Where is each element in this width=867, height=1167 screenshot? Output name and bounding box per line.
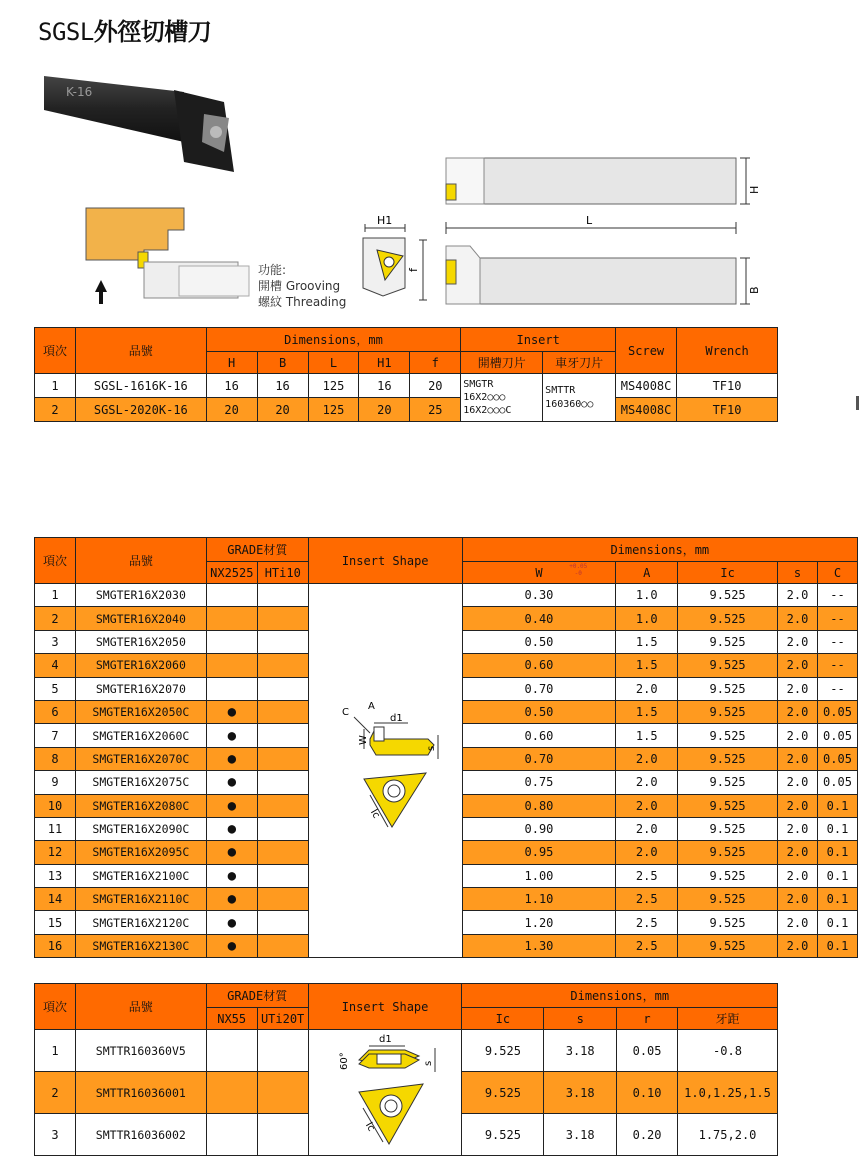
t1-col-item: 項次 [35,328,76,374]
t2-ic: 9.525 [678,724,778,747]
t2-sub-w [462,562,616,584]
thread-insert-shape [325,1032,445,1150]
shape3-d1: d1 [379,1034,392,1045]
t2-model: SMGTER16X2040 [75,607,206,630]
t2-grade-2-mark [257,677,308,700]
label-b: B [748,286,761,294]
t2-w: 0.50 [462,700,616,723]
t1-sub-f: f [410,352,461,374]
t2-model: SMGTER16X2075C [75,771,206,794]
t2-ic: 9.525 [678,934,778,957]
t2-c: -- [817,654,857,677]
t1-col-model: 品號 [75,328,206,374]
t2-s: 2.0 [778,817,818,840]
t1-sub-l: L [308,352,359,374]
title-cjk: 外徑切槽刀 [93,18,212,46]
t2-grade-2: HTi10 [257,562,308,584]
t2-ic: 9.525 [678,771,778,794]
t2-grade-2-mark [257,654,308,677]
t2-grade-1-mark: ● [206,747,257,770]
threading-cjk: 螺紋 [258,295,283,309]
t2-col-dims: Dimensions，mm [462,538,857,562]
t2-grade-1-mark [206,584,257,607]
t2-no: 4 [35,654,76,677]
threading-en: Threading [285,295,347,309]
t2-a: 2.5 [616,911,678,934]
t1-no: 1 [35,374,76,398]
t2-sub-ic: Ic [678,562,778,584]
t1-col-screw: Screw [616,328,677,374]
t3-grade-2-mark [257,1114,308,1156]
t3-r: 0.05 [617,1030,678,1072]
t2-ic: 9.525 [678,911,778,934]
t2-grade-1-mark: ● [206,864,257,887]
t2-w: 0.40 [462,607,616,630]
t1-insert-groove-line: 16X2○○○ [463,392,506,403]
t3-s: 3.18 [544,1072,617,1114]
t2-grade-2-mark [257,771,308,794]
t2-grade-2-mark [257,888,308,911]
t2-s: 2.0 [778,700,818,723]
t2-no: 2 [35,607,76,630]
t2-a: 2.5 [616,864,678,887]
shape-ic: Ic [368,807,382,821]
t3-ic: 9.525 [462,1072,544,1114]
t1-model: SGSL-1616K-16 [75,374,206,398]
t2-model: SMGTER16X2070 [75,677,206,700]
table-row [35,1030,778,1072]
t2-sub-w-label: W [535,565,543,580]
holder-views-diagram [440,150,770,310]
t2-c: 0.1 [817,934,857,957]
t2-model: SMGTER16X2120C [75,911,206,934]
t2-sub-a: A [616,562,678,584]
t3-pitch: -0.8 [677,1030,777,1072]
t2-s: 2.0 [778,677,818,700]
t1-sub-groove: 開槽刀片 [461,352,543,374]
t2-ic: 9.525 [678,794,778,817]
t2-c: 0.05 [817,724,857,747]
t2-w: 0.70 [462,747,616,770]
t2-ic: 9.525 [678,654,778,677]
t2-w: 0.75 [462,771,616,794]
t2-ic: 9.525 [678,700,778,723]
t2-no: 11 [35,817,76,840]
t2-model: SMGTER16X2100C [75,864,206,887]
t2-c: 0.1 [817,864,857,887]
t2-grade-2-mark [257,864,308,887]
t2-a: 1.5 [616,654,678,677]
t3-col-shape: Insert Shape [308,984,462,1030]
tool-photo [44,72,244,192]
t3-grade-2-mark [257,1030,308,1072]
groove-insert-table [34,537,858,958]
t1-wrench: TF10 [677,398,778,422]
t2-grade-1-mark: ● [206,817,257,840]
shape-w: W [358,735,370,746]
t3-grade-2-mark [257,1072,308,1114]
t2-grade-1-mark: ● [206,700,257,723]
t2-grade-1-mark: ● [206,888,257,911]
t2-grade-1-mark: ● [206,841,257,864]
t3-model: SMTTR16036001 [75,1072,206,1114]
t2-grade-2-mark [257,934,308,957]
t2-model: SMGTER16X2080C [75,794,206,817]
t1-col-dims: Dimensions，mm [206,328,461,352]
t3-ic: 9.525 [462,1114,544,1156]
t2-grade-2-mark [257,817,308,840]
t2-ic: 9.525 [678,864,778,887]
application-diagram [84,200,264,310]
t2-w: 0.50 [462,630,616,653]
t2-s: 2.0 [778,841,818,864]
t2-a: 2.0 [616,747,678,770]
t1-f: 25 [410,398,461,422]
t2-model: SMGTER16X2095C [75,841,206,864]
t2-grade-2-mark [257,747,308,770]
t2-ic: 9.525 [678,747,778,770]
holder-spec-table [34,327,778,422]
t3-grade-1-mark [206,1030,257,1072]
t2-insert-shape-cell [308,584,462,958]
t2-sub-c: C [817,562,857,584]
t2-grade-1-mark [206,607,257,630]
t2-no: 5 [35,677,76,700]
t2-s: 2.0 [778,911,818,934]
t2-a: 2.0 [616,794,678,817]
t2-a: 2.0 [616,841,678,864]
table-row [35,398,778,422]
t2-w: 0.60 [462,724,616,747]
t2-grade-1-mark: ● [206,794,257,817]
t3-col-dims: Dimensions，mm [462,984,778,1008]
t2-a: 1.5 [616,630,678,653]
t2-w: 1.10 [462,888,616,911]
t2-a: 2.0 [616,677,678,700]
t1-sub-h: H [206,352,257,374]
t2-a: 1.5 [616,724,678,747]
t2-w: 0.60 [462,654,616,677]
t3-col-model: 品號 [75,984,206,1030]
t2-model: SMGTER16X2070C [75,747,206,770]
t2-col-model: 品號 [75,538,206,584]
function-legend [258,262,346,310]
t2-grade-1-mark: ● [206,934,257,957]
t2-c: 0.1 [817,841,857,864]
t2-w: 0.90 [462,817,616,840]
t1-col-wrench: Wrench [677,328,778,374]
table-row [35,374,778,398]
t3-sub-s: s [544,1008,617,1030]
t3-no: 2 [35,1072,76,1114]
t2-c: 0.1 [817,911,857,934]
t1-sub-thread: 車牙刀片 [543,352,616,374]
t2-a: 2.5 [616,888,678,911]
t1-insert-thread [543,374,616,422]
photo-label: K-16 [66,85,93,99]
t1-no: 2 [35,398,76,422]
t2-c: 0.1 [817,888,857,911]
t2-s: 2.0 [778,794,818,817]
t2-c: 0.05 [817,771,857,794]
t2-a: 2.0 [616,817,678,840]
t3-sub-r: r [617,1008,678,1030]
t2-grade-2-mark [257,841,308,864]
t2-w: 1.30 [462,934,616,957]
t2-grade-1: NX2525 [206,562,257,584]
t2-ic: 9.525 [678,817,778,840]
t2-s: 2.0 [778,654,818,677]
t1-insert-groove-line: 16X2○○○C [463,405,512,416]
thread-insert-table [34,983,778,1156]
t2-grade-2-mark [257,700,308,723]
table-row [35,584,858,607]
t2-a: 2.5 [616,934,678,957]
t2-model: SMGTER16X2050 [75,630,206,653]
t2-no: 10 [35,794,76,817]
t1-screw: MS4008C [616,398,677,422]
t3-ic: 9.525 [462,1030,544,1072]
t2-grade-2-mark [257,724,308,747]
shape3-angle: 60° [339,1052,351,1070]
t2-s: 2.0 [778,747,818,770]
t2-grade-1-mark: ● [206,724,257,747]
t2-grade-2-mark [257,911,308,934]
t1-wrench: TF10 [677,374,778,398]
w-tol-plus: +0.05 [569,563,588,570]
t1-model: SGSL-2020K-16 [75,398,206,422]
label-f: f [407,268,420,272]
t3-col-item: 項次 [35,984,76,1030]
t2-no: 14 [35,888,76,911]
t2-model: SMGTER16X2110C [75,888,206,911]
t2-no: 16 [35,934,76,957]
t2-ic: 9.525 [678,677,778,700]
t3-model: SMTTR16036002 [75,1114,206,1156]
t2-w: 1.00 [462,864,616,887]
t2-a: 1.0 [616,584,678,607]
t2-ic: 9.525 [678,841,778,864]
shape-s: s [426,745,438,752]
page-title [38,12,211,47]
edge-mark [856,396,859,410]
grooving-cjk: 開槽 [258,279,283,293]
t1-insert-thread-line: SMTTR [545,384,576,396]
t2-w: 0.80 [462,794,616,817]
arrow-up-icon [95,280,107,304]
t1-h1: 20 [359,398,410,422]
t2-col-shape: Insert Shape [308,538,462,584]
t2-model: SMGTER16X2060C [75,724,206,747]
t1-b: 20 [257,398,308,422]
t2-s: 2.0 [778,630,818,653]
t2-no: 13 [35,864,76,887]
t3-model: SMTTR160360V5 [75,1030,206,1072]
t1-insert-groove [461,374,543,422]
t2-c: 0.1 [817,794,857,817]
t2-no: 8 [35,747,76,770]
t3-grade-1: NX55 [206,1008,257,1030]
t2-s: 2.0 [778,888,818,911]
t2-ic: 9.525 [678,584,778,607]
t2-grade-2-mark [257,607,308,630]
t3-s: 3.18 [544,1114,617,1156]
t2-grade-1-mark [206,677,257,700]
t2-s: 2.0 [778,771,818,794]
t2-no: 12 [35,841,76,864]
t2-no: 7 [35,724,76,747]
shape-c: C [342,707,350,719]
t2-w: 0.95 [462,841,616,864]
w-tol-minus: -0 [574,570,582,577]
t2-c: 0.05 [817,700,857,723]
t2-no: 15 [35,911,76,934]
t2-w: 0.30 [462,584,616,607]
t3-s: 3.18 [544,1030,617,1072]
t1-h1: 16 [359,374,410,398]
label-h: H [748,185,761,194]
t2-no: 3 [35,630,76,653]
t3-sub-ic: Ic [462,1008,544,1030]
t2-w: 1.20 [462,911,616,934]
w-tolerance [569,563,587,577]
t1-screw: MS4008C [616,374,677,398]
t2-model: SMGTER16X2090C [75,817,206,840]
t2-no: 9 [35,771,76,794]
t1-f: 20 [410,374,461,398]
t3-sub-pitch: 牙距 [677,1008,777,1030]
t2-model: SMGTER16X2050C [75,700,206,723]
t1-h: 20 [206,398,257,422]
t2-model: SMGTER16X2030 [75,584,206,607]
t1-l: 125 [308,374,359,398]
t3-insert-shape-cell [308,1030,462,1156]
t2-no: 1 [35,584,76,607]
t1-sub-h1: H1 [359,352,410,374]
function-title: 功能: [258,263,287,277]
t2-s: 2.0 [778,724,818,747]
t2-c: -- [817,630,857,653]
t2-s: 2.0 [778,607,818,630]
t2-grade-2-mark [257,584,308,607]
insert-front-diagram [355,210,445,310]
t2-grade-1-mark: ● [206,771,257,794]
title-latin: SGSL [38,18,94,46]
groove-insert-shape [330,699,440,839]
t2-s: 2.0 [778,934,818,957]
t3-pitch: 1.0,1.25,1.5 [677,1072,777,1114]
t2-col-item: 項次 [35,538,76,584]
t2-a: 2.0 [616,771,678,794]
t2-c: -- [817,677,857,700]
t3-grade-2: UTi20T [257,1008,308,1030]
t2-grade-1-mark: ● [206,911,257,934]
t2-a: 1.5 [616,700,678,723]
t2-model: SMGTER16X2060 [75,654,206,677]
t2-s: 2.0 [778,584,818,607]
label-h1: H1 [377,214,393,227]
t2-ic: 9.525 [678,888,778,911]
label-l: L [586,214,593,227]
t1-col-insert: Insert [461,328,616,352]
t2-w: 0.70 [462,677,616,700]
t3-col-grade: GRADE材質 [206,984,308,1008]
t2-grade-1-mark [206,630,257,653]
t2-grade-2-mark [257,794,308,817]
shape3-s: s [423,1060,435,1066]
t2-ic: 9.525 [678,630,778,653]
t2-grade-2-mark [257,630,308,653]
t3-grade-1-mark [206,1114,257,1156]
t2-grade-1-mark [206,654,257,677]
t2-c: 0.05 [817,747,857,770]
t3-r: 0.10 [617,1072,678,1114]
t3-no: 3 [35,1114,76,1156]
t1-h: 16 [206,374,257,398]
t2-a: 1.0 [616,607,678,630]
t2-s: 2.0 [778,864,818,887]
t2-ic: 9.525 [678,607,778,630]
t1-insert-groove-line: SMGTR [463,379,494,390]
t3-pitch: 1.75,2.0 [677,1114,777,1156]
shape-a: A [368,701,376,713]
t2-model: SMGTER16X2130C [75,934,206,957]
t1-insert-thread-line: 160360○○ [545,398,594,410]
t2-c: 0.1 [817,817,857,840]
t1-l: 125 [308,398,359,422]
t2-no: 6 [35,700,76,723]
shape-d1: d1 [390,713,403,725]
t2-c: -- [817,584,857,607]
t2-col-grade: GRADE材質 [206,538,308,562]
t3-grade-1-mark [206,1072,257,1114]
shape3-ic: Ic [362,1120,377,1134]
t2-sub-s: s [778,562,818,584]
t3-no: 1 [35,1030,76,1072]
t3-r: 0.20 [617,1114,678,1156]
t1-b: 16 [257,374,308,398]
t2-c: -- [817,607,857,630]
t1-sub-b: B [257,352,308,374]
grooving-en: Grooving [285,279,341,293]
